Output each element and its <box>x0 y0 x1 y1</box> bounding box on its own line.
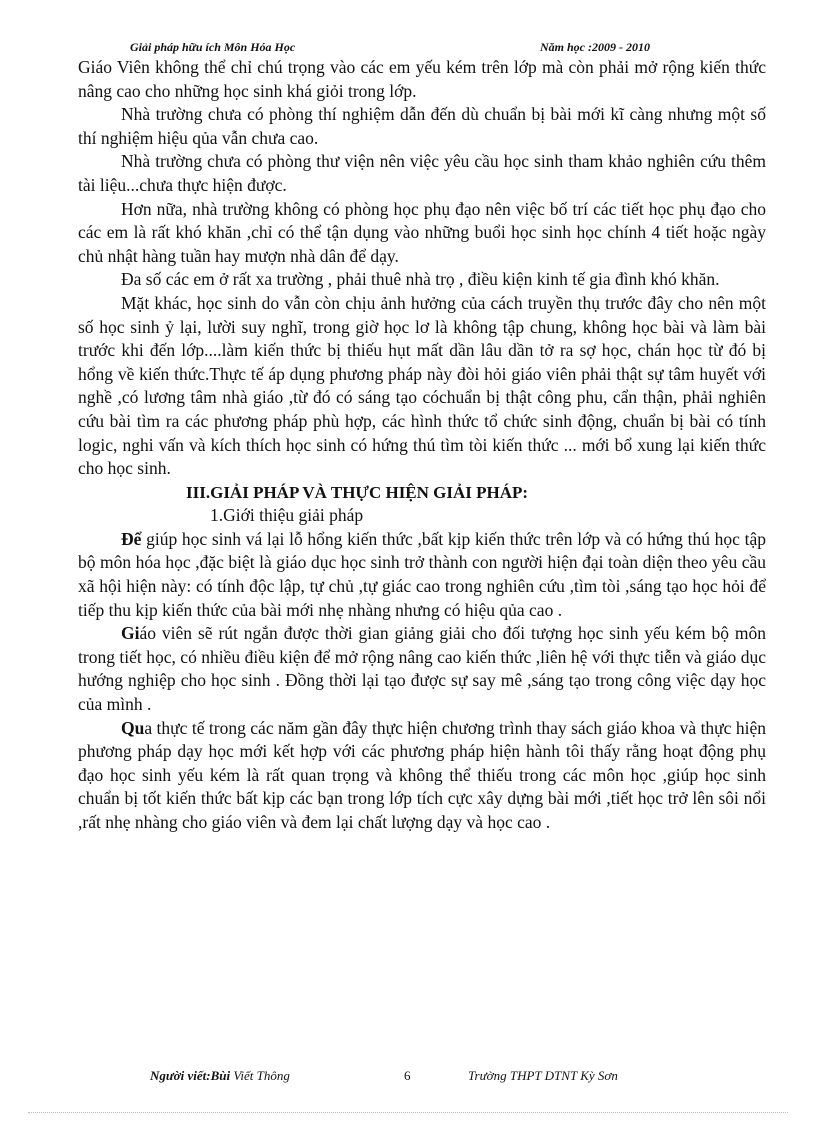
header-title: Giải pháp hữu ích Môn Hóa Học <box>130 40 296 54</box>
author-label: Người viết:Bùi <box>150 1068 231 1083</box>
paragraph: Nhà trường chưa có phòng thí nghiệm dẫn đến dù chuẩn bị bài mới kĩ càng nhưng một số thí nghiệm hiệu qủa vẫn chưa cao. <box>78 104 766 148</box>
paragraph <box>78 717 766 835</box>
paragraph-text: áo viên sẽ rút ngắn được thời gian giảng giải cho đối tượng học sinh yếu kém bộ môn trong tiết học, có nhiều điều kiện để mở rộng nâng cao kiến thức ,liên hệ với thực tiễn và giáo dục hướng nghiệp cho học sinh . Đồng thời lại tạo được sự say mê ,sáng tạo trong công việc dạy học của mình . <box>78 623 766 715</box>
paragraph <box>78 622 766 716</box>
page-number: 6 <box>404 1068 411 1083</box>
lead-word: Gi <box>121 623 140 644</box>
paragraph: Mặt khác, học sinh do vẫn còn chịu ảnh hưởng của cách truyền thụ trước đây cho nên một số học sinh ỷ lại, lười suy nghĩ, trong giờ học lơ là không tập chung, không học bài và làm bài trước khi đến lớp....làm kiến thức bị thiếu hụt mất dần lâu dần tở ra sợ học, chán học từ đó bị hổng về kiến thức.Thực tế áp dụng phương pháp này đòi hỏi giáo viên phải thật sự tâm huyết với nghề ,có lương tâm nhà giáo ,từ đó có sáng tạo cóchuẩn bị thật công phu, cẩn thận, phải nghiên cứu bài tìm ra các phương pháp phù hợp, các hình thức tổ chức sinh động, chuẩn bị bài có tính logic, nghi vấn và kích thích học sinh có hứng thú tìm tòi kiến thức ... mới bổ xung lại kiến thức cho học sinh. <box>78 292 766 479</box>
lead-word: Để <box>121 528 142 549</box>
footer-author <box>150 1068 290 1084</box>
document-body <box>78 56 766 835</box>
paragraph <box>78 528 766 622</box>
paragraph: Đa số các em ở rất xa trường , phải thuê nhà trọ , điều kiện kinh tế gia đình khó khăn. <box>121 269 720 290</box>
footer-school: Trường THPT DTNT Kỳ Sơn <box>468 1068 618 1083</box>
paragraph: Nhà trường chưa có phòng thư viện nên việc yêu cầu học sinh tham khảo nghiên cứu thêm tài liệu...chưa thực hiện được. <box>78 151 766 195</box>
paragraph: Hơn nữa, nhà trường không có phòng học phụ đạo nên việc bố trí các tiết học phụ đạo cho các em là rất khó khăn ,chỉ có thể tận dụng vào những buổi học sinh học chính 4 tiết hoặc ngày chủ nhật hàng tuần hay mượn nhà dân để dạy. <box>78 198 766 266</box>
header-year: Năm học :2009 - 2010 <box>540 40 650 54</box>
footer-divider <box>28 1112 788 1113</box>
top-margin <box>0 0 816 22</box>
paragraph: Giáo Viên không thể chỉ chú trọng vào các em yếu kém trên lớp mà còn phải mở rộng kiến thức nâng cao cho những học sinh khá giỏi trong lớp. <box>78 57 766 101</box>
lead-word: Qu <box>121 717 145 738</box>
paragraph-text: a thực tế trong các năm gần đây thực hiện chương trình thay sách giáo khoa và thực hiện phương pháp dạy học mới kết hợp với các phương pháp hiện hành tôi thấy rằng hoạt động phụ đạo học sinh yếu kém là rất quan trọng và không thể thiếu trong các môn học ,giúp học sinh chuẩn bị tốt kiến thức bất kịp các bạn trong lớp tích cực xây dựng bài mới ,tiết học trở lên sôi nổi ,rất nhẹ nhàng cho giáo viên và đem lại chất lượng dạy và học cao . <box>78 717 766 832</box>
page-footer <box>150 1068 710 1086</box>
sub-heading: 1.Giới thiệu giải pháp <box>210 505 364 526</box>
paragraph-text: giúp học sinh vá lại lỗ hổng kiến thức ,bất kịp kiến thức trên lớp và có hứng thú học tập bộ môn hóa học ,đặc biệt là giáo dục học sinh trở thành con người hiện đại toàn diện theo yêu cầu xã hội hiện này: có tính độc lập, tự chủ ,tự giác cao trong nghiên cứu ,tìm tòi ,sáng tạo học hỏi để tiếp thu kịp kiến thức của bài mới nhẹ nhàng nhưng có hiệu qủa cao . <box>78 528 766 620</box>
author-name: Viết Thông <box>230 1068 290 1083</box>
section-heading: III.GIẢI PHÁP VÀ THỰC HIỆN GIẢI PHÁP: <box>186 482 529 502</box>
